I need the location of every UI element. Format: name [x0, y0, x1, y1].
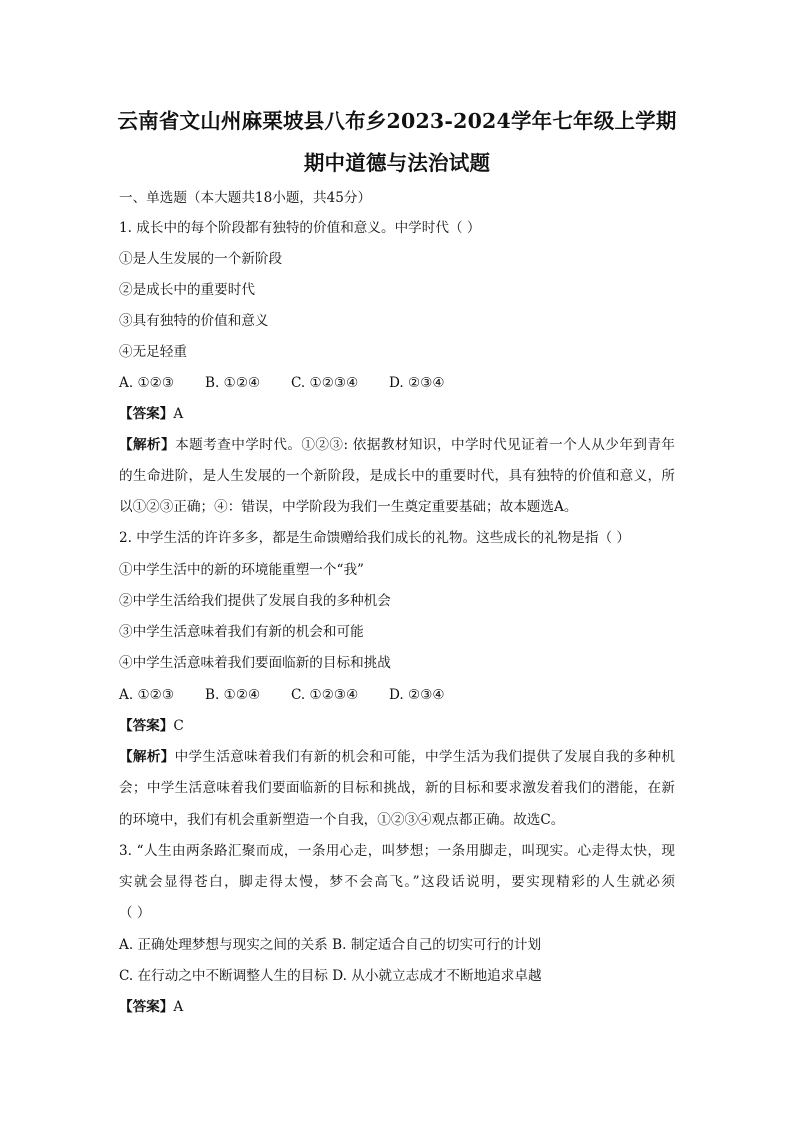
- q2-option-a: A. ①②③: [119, 687, 175, 703]
- q1-analysis-line-3: 以①②③正确；④：错误，中学阶段为我们一生奠定重要基础；故本题选A。: [119, 499, 578, 515]
- q1-option-c: C. ①②③④: [291, 375, 359, 391]
- q3-answer: [119, 998, 183, 1016]
- doc-title-line-1: 云南省文山州麻栗坡县八布乡2023-2024学年七年级上学期: [117, 109, 677, 133]
- q2-option-d: D. ②③④: [389, 687, 445, 703]
- q2-analysis-text-1: 中学生活意味着我们有新的机会和可能，中学生活为我们提供了发展自我的多种机: [174, 749, 676, 765]
- answer-tag: 【答案】: [119, 999, 174, 1015]
- q2-options: [119, 686, 445, 704]
- q3-options-line-1: A. 正确处理梦想与现实之间的关系 B. 制定适合自己的切实可行的计划: [119, 937, 542, 953]
- q1-statement-3: ③具有独特的价值和意义: [119, 313, 269, 329]
- answer-tag: 【答案】: [119, 718, 174, 734]
- q2-statement-2: ②中学生活给我们提供了发展自我的多种机会: [119, 593, 391, 609]
- q1-option-a: A. ①②③: [119, 375, 175, 391]
- q2-statement-3: ③中学生活意味着我们有新的机会和可能: [119, 624, 364, 640]
- q1-analysis-line-1: [119, 436, 675, 454]
- q2-analysis-line-2: 会；中学生活意味着我们要面临新的目标和挑战，新的目标和要求激发着我们的潜能，在新: [119, 780, 675, 796]
- q1-analysis-line-2: 的生命进阶，是人生发展的一个新阶段，是成长中的重要时代，具有独特的价值和意义，所: [119, 468, 675, 484]
- q1-stem: 1. 成长中的每个阶段都有独特的价值和意义。中学时代（ ）: [119, 220, 481, 236]
- q3-stem-line-3: （ ）: [119, 905, 151, 921]
- q1-statement-4: ④无足轻重: [119, 344, 187, 360]
- q2-answer: [119, 717, 184, 735]
- answer-tag: 【答案】: [119, 406, 174, 422]
- q2-analysis-line-3: 的环境中，我们有机会重新塑造一个自我，①②③④观点都正确。故选C。: [119, 812, 565, 828]
- q2-answer-value: C: [173, 718, 184, 734]
- q3-stem-line-2: 实就会显得苍白，脚走得太慢，梦不会高飞。”这段话说明，要实现精彩的人生就必须: [119, 874, 675, 890]
- q2-statement-1: ①中学生活中的新的环境能重塑一个“我”: [119, 562, 364, 578]
- q1-options: [119, 374, 445, 392]
- analysis-tag: 【解析】: [119, 437, 176, 453]
- q2-option-c: C. ①②③④: [291, 687, 359, 703]
- q2-statement-4: ④中学生活意味着我们要面临新的目标和挑战: [119, 655, 391, 671]
- analysis-tag: 【解析】: [119, 749, 175, 765]
- q3-stem-line-1: 3. “人生由两条路汇聚而成，一条用心走，叫梦想；一条用脚走，叫现实。心走得太快，现: [119, 843, 675, 859]
- q1-statement-1: ①是人生发展的一个新阶段: [119, 251, 283, 267]
- q3-options-line-2: C. 在行动之中不断调整人生的目标 D. 从小就立志成才不断地追求卓越: [119, 968, 542, 984]
- q2-option-b: B. ①②④: [205, 687, 261, 703]
- q1-answer-value: A: [173, 406, 184, 422]
- q3-answer-value: A: [173, 999, 184, 1015]
- q1-analysis-text-1: 本题考查中学时代。①②③: 依据教材知识，中学时代见证着一个人从少年到青年: [175, 437, 676, 453]
- doc-title-line-2: 期中道德与法治试题: [303, 151, 491, 175]
- q1-answer: [119, 405, 183, 423]
- q1-option-d: D. ②③④: [389, 375, 445, 391]
- section-heading: 一、单选题（本大题共18小题，共45分）: [119, 190, 372, 206]
- q2-analysis-line-1: [119, 748, 675, 766]
- q2-stem: 2. 中学生活的许许多多，都是生命馈赠给我们成长的礼物。这些成长的礼物是指（ ）: [119, 530, 630, 546]
- q1-statement-2: ②是成长中的重要时代: [119, 282, 255, 298]
- q1-option-b: B. ①②④: [205, 375, 261, 391]
